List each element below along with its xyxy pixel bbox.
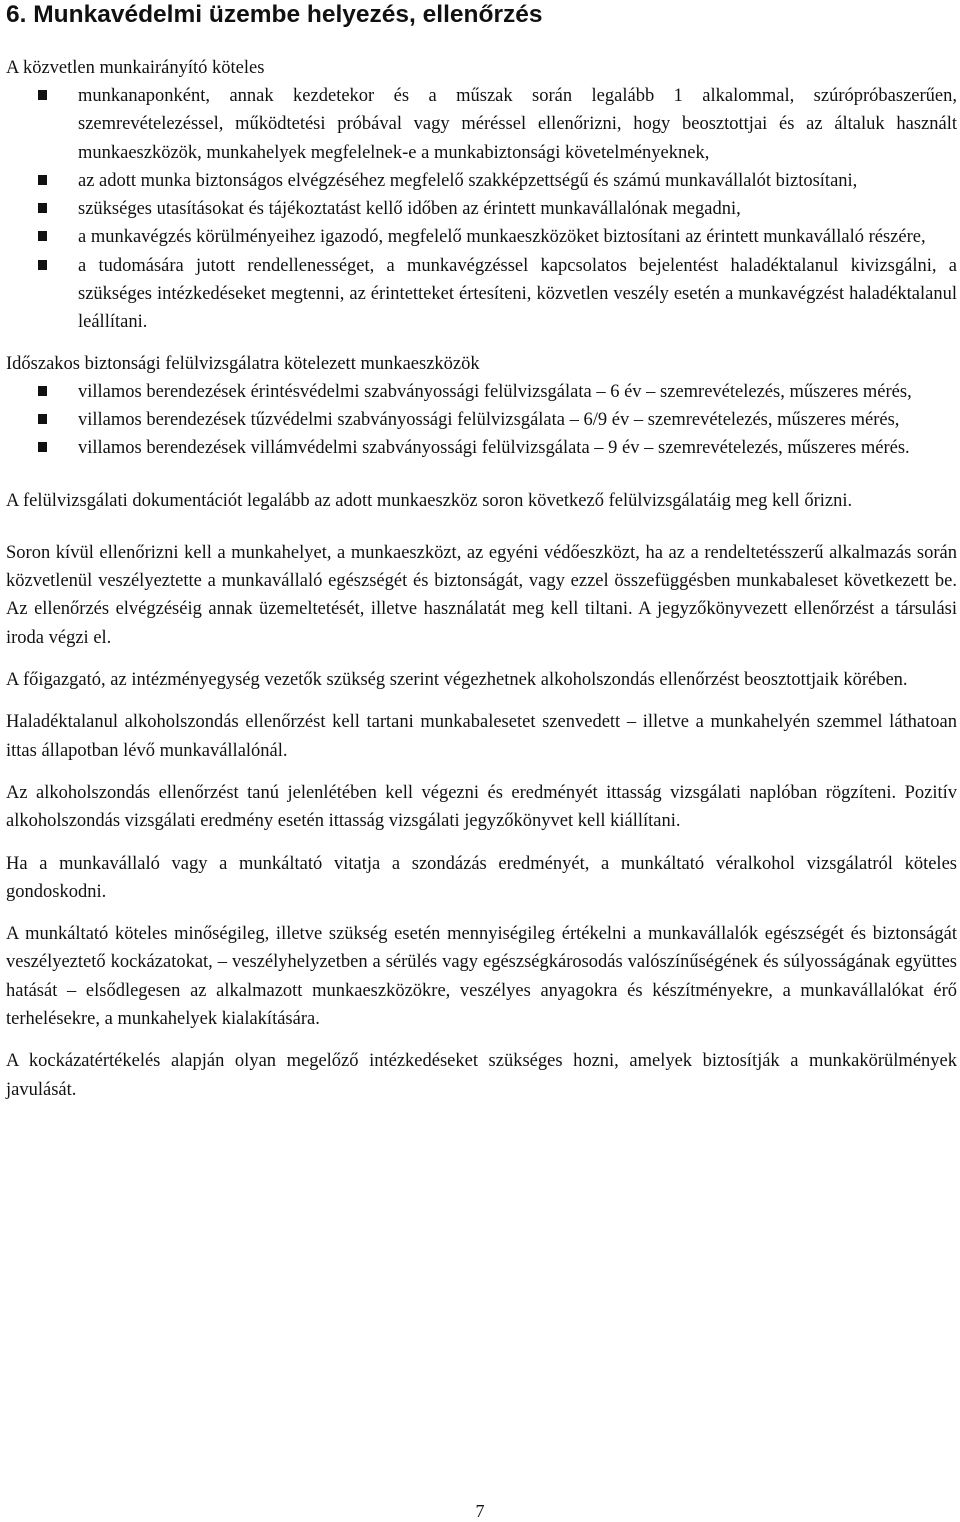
list-item-text: villamos berendezések tűzvédelmi szabványossági felülvizsgálata – 6/9 év – szemrevételezés, műszeres mérés,: [78, 409, 900, 430]
paragraph-alcohol-check-procedure: Az alkoholszondás ellenőrzést tanú jelenlétében kell végezni és eredményét ittasság vizsgálati naplóban rögzíteni. Pozitív alkoholszondás vizsgálati eredmény esetén ittasság vizsgálati jegyzőkönyvet kell kiállítani.: [6, 782, 957, 832]
list-item-text: szükséges utasításokat és tájékoztatást kellő időben az érintett munkavállalónak megadni,: [78, 199, 741, 220]
list-item: [6, 378, 957, 406]
list-item: [6, 223, 957, 251]
list-item: [6, 252, 957, 337]
square-bullet-icon: [38, 203, 47, 213]
paragraph-alcohol-check-mandatory: Haladéktalanul alkoholszondás ellenőrzést kell tartani munkabalesetet szenvedett – illetve a munkahelyén szemmel láthatoan ittas állapotban lévő munkavállalónál.: [6, 712, 957, 761]
page-number: 7: [475, 1501, 485, 1521]
paragraph-documentation: A felülvizsgálati dokumentációt legalább az adott munkaeszköz soron következő felülvizsgálatáig meg kell őrizni.: [6, 490, 853, 511]
list-item-text: villamos berendezések érintésvédelmi szabványossági felülvizsgálata – 6 év – szemrevételezés, műszeres mérés,: [78, 381, 912, 402]
list-item-text: villamos berendezések villámvédelmi szabványossági felülvizsgálata – 9 év – szemrevételezés, műszeres mérés.: [78, 438, 910, 459]
list-item-text: a tudomására jutott rendellenességet, a munkavégzéssel kapcsolatos bejelentést haladéktalanul kivizsgálni, a szükséges intézkedéseket megtenni, az érintetteket értesíteni, közvetlen veszély esetén a munkavégzést haladéktalanul leállítani.: [78, 255, 957, 333]
paragraph-preventive-measures: A kockázatértékelés alapján olyan megelőző intézkedéseket szükséges hozni, amelyek biztosítják a munkakörülmények javulását.: [6, 1051, 957, 1100]
list-item: [6, 167, 957, 195]
duties-list: [6, 82, 957, 337]
list-item-text: a munkavégzés körülményeihez igazodó, megfelelő munkaeszközöket biztosítani az érintett munkavállaló részére,: [78, 227, 926, 248]
list-item: [6, 434, 957, 462]
square-bullet-icon: [38, 414, 47, 424]
inspection-heading: Időszakos biztonsági felülvizsgálatra kötelezett munkaeszközök: [6, 353, 480, 374]
paragraph-extraordinary-check: Soron kívül ellenőrizni kell a munkahelyet, a munkaeszközt, az egyéni védőeszközt, ha az a rendeltetésszerű alkalmazás során közvetlenül veszélyeztette a munkavállaló egészségét és biztonságát, vagy ezzel összefüggésben munkabaleset következett be. Az ellenőrzés elvégzéséig annak üzemeltetését, illetve használatát meg kell tiltani. A jegyzőkönyvezett ellenőrzést a társulási iroda végzi el.: [6, 542, 957, 648]
square-bullet-icon: [38, 175, 47, 185]
square-bullet-icon: [38, 386, 47, 396]
square-bullet-icon: [38, 90, 47, 100]
list-item: [6, 82, 957, 167]
list-item-text: munkanaponként, annak kezdetekor és a műszak során legalább 1 alkalommal, szúrópróbaszerűen, szemrevételezéssel, működtetési próbával vagy méréssel ellenőrizni, hogy beosztottjai és az általuk használt munkaeszközök, munkahelyek megfelelnek-e a munkabiztonsági követelményeknek,: [78, 86, 957, 163]
square-bullet-icon: [38, 260, 47, 270]
paragraph-alcohol-check-right: A főigazgató, az intézményegység vezetők szükség szerint végezhetnek alkoholszondás ellenőrzést beosztottjaik körében.: [6, 670, 908, 691]
square-bullet-icon: [38, 231, 47, 241]
paragraph-risk-assessment: A munkáltató köteles minőségileg, illetve szükség esetén mennyiségileg értékelni a munkavállalók egészségét és biztonságát veszélyeztető kockázatokat, – veszélyhelyzetben a sérülés vagy egészségkárosodás valószínűségének és súlyosságának együttes hatását – elsődlegesen az alkalmazott munkaeszközökre, veszélyes anyagokra és készítményekre, a munkavállalókat érő terhelésekre, a munkahelyek kialakítására.: [6, 924, 957, 1030]
square-bullet-icon: [38, 442, 47, 452]
list-item: [6, 195, 957, 223]
document-page: [6, 0, 957, 1104]
inspections-list: [6, 378, 957, 463]
paragraph-blood-alcohol-test: Ha a munkavállaló vagy a munkáltató vitatja a szondázás eredményét, a munkáltató véralkohol vizsgálatról köteles gondoskodni.: [6, 853, 957, 902]
section-title: 6. Munkavédelmi üzembe helyezés, ellenőrzés: [6, 1, 543, 28]
intro-text: A közvetlen munkairányító köteles: [6, 58, 265, 78]
list-item: [6, 406, 957, 434]
list-item-text: az adott munka biztonságos elvégzéséhez megfelelő szakképzettségű és számú munkavállalót biztosítani,: [78, 170, 858, 191]
